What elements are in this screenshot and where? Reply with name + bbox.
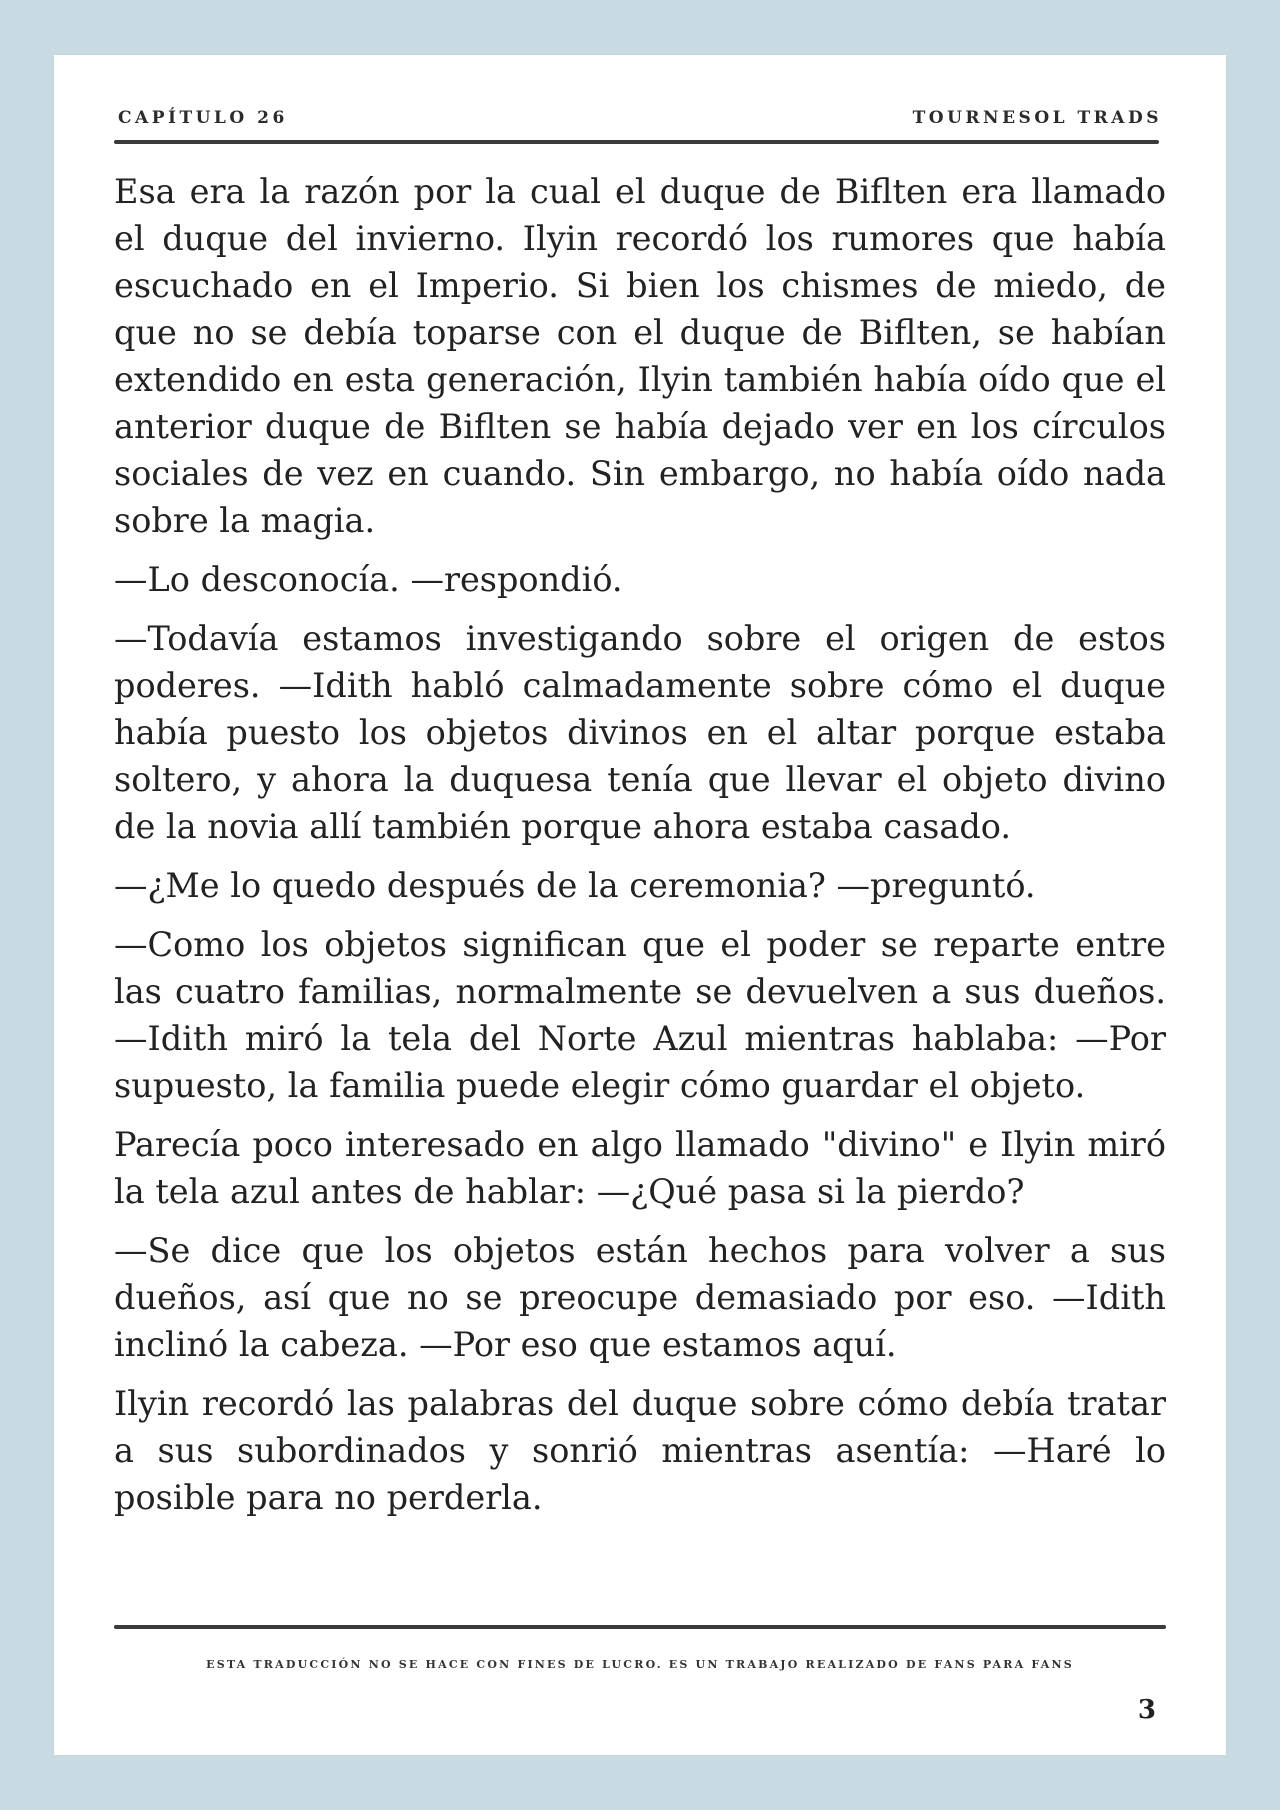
page-number: 3 — [1137, 1695, 1156, 1725]
footer-disclaimer: ESTA TRADUCCIÓN NO SE HACE CON FINES DE LUCRO. ES UN TRABAJO REALIZADO DE FANS PARA FANS — [206, 1658, 1074, 1671]
paragraph: —Lo desconocía. —respondió. — [114, 560, 623, 599]
paragraph: —¿Me lo quedo después de la ceremonia? —preguntó. — [114, 866, 1036, 905]
body-text — [114, 168, 1166, 1533]
chapter-label: CAPÍTULO 26 — [118, 108, 288, 128]
footer-divider — [114, 1625, 1166, 1629]
paragraph: Parecía poco interesado en algo llamado "divino" e Ilyin miró la tela azul antes de hablar: —¿Qué pasa si la pierdo? — [114, 1125, 1166, 1211]
document-page — [54, 55, 1226, 1755]
paragraph: —Se dice que los objetos están hechos para volver a sus dueños, así que no se preocupe demasiado por eso. —Idith inclinó la cabeza. —Por eso que estamos aquí. — [114, 1231, 1166, 1364]
translator-label: TOURNESOL TRADS — [912, 108, 1162, 128]
paragraph: —Todavía estamos investigando sobre el origen de estos poderes. —Idith habló calmadamente sobre cómo el duque había puesto los objetos divinos en el altar porque estaba soltero, y ahora la duquesa tenía que llevar el objeto divino de la novia allí también porque ahora estaba casado. — [114, 619, 1166, 846]
header-divider — [114, 140, 1159, 144]
page-header — [118, 105, 1162, 131]
paragraph: —Como los objetos significan que el poder se reparte entre las cuatro familias, normalmente se devuelven a sus dueños. —Idith miró la tela del Norte Azul mientras hablaba: —Por supuesto, la familia puede elegir cómo guardar el objeto. — [114, 925, 1166, 1105]
paragraph: Ilyin recordó las palabras del duque sobre cómo debía tratar a sus subordinados y sonrió mientras asentía: —Haré lo posible para no perderla. — [114, 1384, 1166, 1517]
paragraph: Esa era la razón por la cual el duque de Biflten era llamado el duque del invierno. Ilyin recordó los rumores que había escuchado en el Imperio. Si bien los chismes de miedo, de que no se debía toparse con el duque de Biflten, se habían extendido en esta generación, Ilyin también había oído que el anterior duque de Biflten se había dejado ver en los círculos sociales de vez en cuando. Sin embargo, no había oído nada sobre la magia. — [114, 172, 1166, 540]
